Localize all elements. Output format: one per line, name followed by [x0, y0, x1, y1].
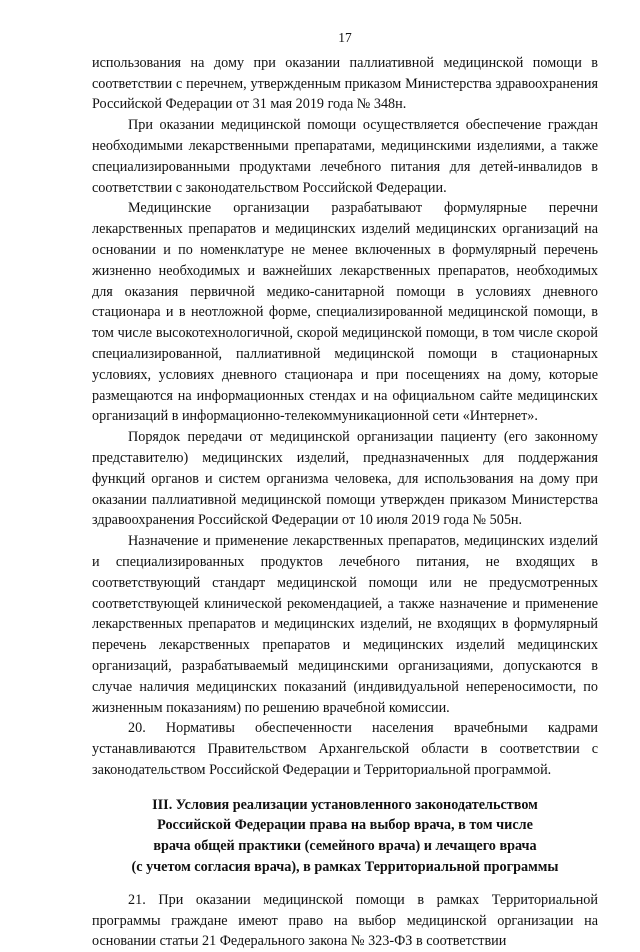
paragraph: 21. При оказании медицинской помощи в рамках Территориальной программы граждане имеют право на выбор медицинской организации на основании статьи 21 Федерального закона № 323-ФЗ в соответствии: [92, 891, 598, 950]
paragraph: Порядок передачи от медицинской организации пациенту (его законному представителю) медицинских изделий, предназначенных для поддержания функций органов и систем организма человека, для использования на дому при оказании паллиативной медицинской помощи утвержден приказом Министерства здравоохранения Российской Федерации от 10 июля 2019 года № 505н.: [92, 429, 598, 529]
section-heading-line: Российской Федерации права на выбор врача, в том числе: [157, 817, 533, 834]
paragraph: Назначение и применение лекарственных препаратов, медицинских изделий и специализированных продуктов лечебного питания, не входящих в соответствующий стандарт медицинской помощи или не предусмотренных соответствующей клинической рекомендацией, а также назначение и применение лекарственных препаратов и медицинских изделий, не входящих в формулярный перечень лекарственных препаратов и медицинских изделий медицинских организаций, разрабатываемый медицинскими организациями, допускаются в случае наличия медицинских показаний (индивидуальной непереносимости, по жизненным показаниям) по решению врачебной комиссии.: [92, 533, 598, 716]
page-number: 17: [338, 30, 352, 45]
paragraphs-before: [92, 53, 598, 781]
paragraph: 20. Нормативы обеспеченности населения врачебными кадрами устанавливаются Правительством Архангельской области в соответствии с законодательством Российской Федерации и Территориальной программой.: [92, 720, 598, 778]
paragraphs-after: [92, 890, 598, 952]
document-page: [92, 28, 598, 952]
section-heading-line: врача общей практики (семейного врача) и лечащего врача: [153, 838, 537, 855]
paragraph: использования на дому при оказании паллиативной медицинской помощи в соответствии с перечнем, утвержденным приказом Министерства здравоохранения Российской Федерации от 31 мая 2019 года № 348н.: [92, 54, 598, 113]
section-heading-line: III. Условия реализации установленного законодательством: [152, 796, 538, 813]
paragraph: Медицинские организации разрабатывают формулярные перечни лекарственных препаратов и медицинских изделий медицинских организаций на основании и по номенклатуре не менее включенных в формулярный перечень жизненно необходимых и важнейших лекарственных препаратов, необходимых для оказания первичной медико-санитарной помощи в условиях дневного стационара и в неотложной форме, специализированной медицинской помощи, в том числе высокотехнологичной, скорой медицинской помощи, в том числе скорой специализированной, паллиативной медицинской помощи в стационарных условиях, условиях дневного стационара и при посещениях на дому, которые размещаются на информационных стендах и на официальном сайте медицинских организаций в информационно-телекоммуникационной сети «Интернет».: [92, 200, 598, 425]
paragraph: При оказании медицинской помощи осуществляется обеспечение граждан необходимыми лекарственными препаратами, медицинскими изделиями, а также специализированными продуктами лечебного питания для детей-инвалидов в соответствии с законодательством Российской Федерации.: [92, 117, 598, 196]
section-heading: [92, 795, 598, 878]
section-heading-line: (с учетом согласия врача), в рамках Территориальной программы: [131, 859, 559, 876]
